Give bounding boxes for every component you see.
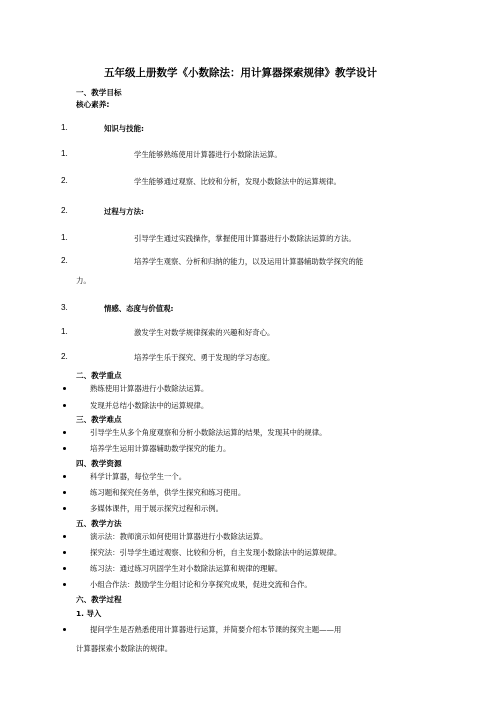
bullet [63, 447, 66, 450]
bullet [63, 551, 66, 554]
goal-item-number: 2. [61, 176, 68, 185]
goal-number: 1. [61, 123, 68, 132]
list-item: 探究法：引导学生通过观察、比较和分析，自主发现小数除法中的运算规律。 [90, 548, 342, 557]
list-item: 熟练使用计算器进行小数除法运算。 [90, 384, 209, 393]
goal-item-text: 培养学生观察、分析和归纳的能力，以及运用计算器辅助数学探究的能 [134, 257, 364, 266]
bullet [63, 628, 66, 631]
bullet [63, 431, 66, 434]
list-item: 多媒体课件，用于展示探究过程和示例。 [90, 504, 224, 513]
section-heading-process: 六、教学过程 [76, 595, 122, 604]
bullet [63, 387, 66, 390]
goal-number: 2. [61, 206, 68, 215]
list-item: 提问学生是否熟悉使用计算器进行运算，并简要介绍本节课的探究主题——用 [90, 625, 342, 634]
goal-item-text: 引导学生通过实践操作，掌握使用计算器进行小数除法运算的方法。 [134, 234, 356, 243]
bullet [63, 583, 66, 586]
list-item: 培养学生运用计算器辅助数学探究的能力。 [90, 444, 231, 453]
goal-title: 过程与方法: [104, 207, 144, 216]
goal-item-text: 培养学生乐于探究、勇于发现的学习态度。 [134, 353, 275, 362]
list-item: 发现并总结小数除法中的运算规律。 [90, 401, 209, 410]
goal-item-number: 1. [61, 233, 68, 242]
section-heading-methods: 五、教学方法 [76, 519, 122, 528]
core-literacy-label: 核心素养: [76, 100, 110, 109]
bullet [63, 404, 66, 407]
list-item: 引导学生从多个角度观察和分析小数除法运算的结果，发现其中的规律。 [90, 428, 327, 437]
goal-title: 知识与技能: [104, 124, 144, 133]
list-item: 练习题和探究任务单，供学生探究和练习使用。 [90, 488, 246, 497]
bullet [63, 475, 66, 478]
section-heading-objectives: 一、教学目标 [76, 88, 122, 97]
section-heading-difficulties: 三、教学难点 [76, 415, 122, 424]
goal-item-number: 1. [61, 149, 68, 158]
goal-item-number: 2. [61, 352, 68, 361]
list-item: 演示法：教师演示如何使用计算器进行小数除法运算。 [90, 532, 268, 541]
goal-item-number: 1. [61, 327, 68, 336]
goal-item-text: 学生能够熟练使用计算器进行小数除法运算。 [134, 150, 282, 159]
goal-item-text: 激发学生对数学规律探索的兴趣和好奇心。 [134, 328, 275, 337]
goal-number: 3. [61, 303, 68, 312]
document-title: 五年级上册数学《小数除法：用计算器探索规律》教学设计 [104, 67, 377, 79]
bullet [63, 567, 66, 570]
list-item: 科学计算器，每位学生一个。 [90, 472, 187, 481]
bullet [63, 491, 66, 494]
section-heading-key-points: 二、教学重点 [76, 371, 122, 380]
section-heading-resources: 四、教学资源 [76, 459, 122, 468]
list-item-continuation: 计算器探索小数除法的规律。 [76, 644, 173, 653]
bullet [63, 507, 66, 510]
list-item: 小组合作法：鼓励学生分组讨论和分享探究成果，促进交流和合作。 [90, 580, 312, 589]
goal-item-number: 2. [61, 256, 68, 265]
subsection-heading-intro: 1. 导入 [76, 609, 102, 618]
bullet [63, 535, 66, 538]
goal-title: 情感、态度与价值观: [104, 304, 174, 313]
list-item: 练习法：通过练习巩固学生对小数除法运算和规律的理解。 [90, 564, 283, 573]
goal-item-continuation: 力。 [76, 276, 91, 285]
goal-item-text: 学生能够通过观察、比较和分析，发现小数除法中的运算规律。 [134, 177, 341, 186]
